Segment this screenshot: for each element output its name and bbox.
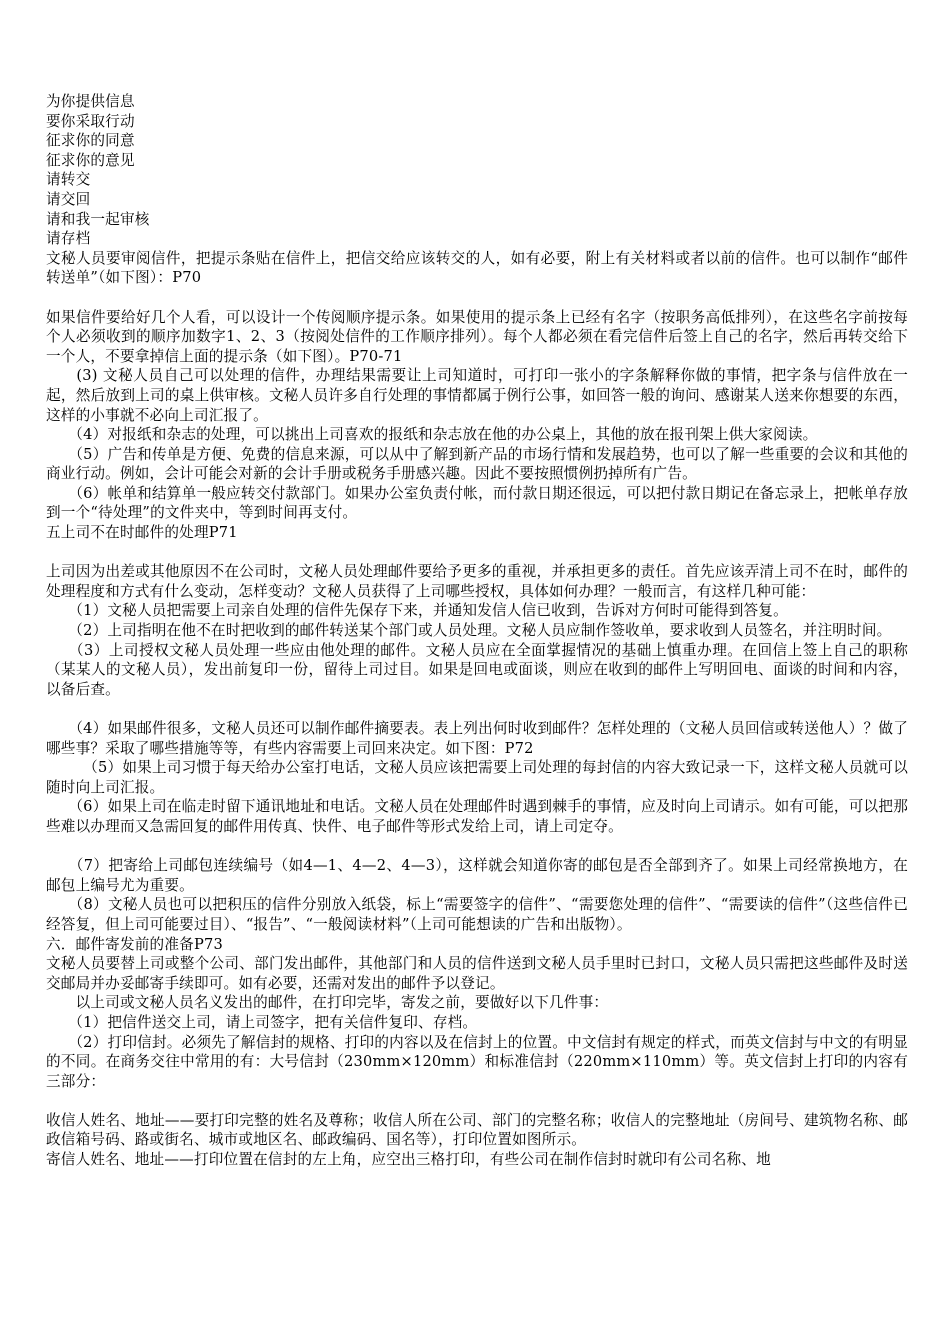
paragraph: （8）文秘人员也可以把积压的信件分别放入纸袋，标上“需要签字的信件”、“需要您处理的信件”、“需要读的信件”（这些信件已经答复，但上司可能要过目）、“报告”、“一般阅读材料”（上司可能想读的广告和出版物）。 bbox=[46, 896, 908, 933]
text-line: 为你提供信息 bbox=[46, 93, 135, 110]
text-line: 请转交 bbox=[46, 171, 91, 189]
paragraph: 寄信人姓名、地址——打印位置在信封的左上角，应空出三格打印，有些公司在制作信封时就印有公司名称、地 bbox=[46, 1151, 771, 1169]
text-line: 请交回 bbox=[46, 190, 91, 208]
text-line: 要你采取行动 bbox=[46, 112, 135, 130]
paragraph: 文秘人员要替上司或整个公司、部门发出邮件，其他部门和人员的信件送到文秘人员手里时已封口，文秘人员只需把这些邮件及时送交邮局并办妥邮寄手续即可。如有必要，还需对发出的邮件予以登记。 bbox=[46, 955, 908, 992]
paragraph: （1）文秘人员把需要上司亲自处理的信件先保存下来，并通知发信人信已收到，告诉对方何时可能得到答复。 bbox=[46, 602, 788, 620]
blank-line bbox=[46, 543, 908, 563]
blank-line bbox=[46, 288, 908, 308]
paragraph: （2）上司指明在他不在时把收到的邮件转送某个部门或人员处理。文秘人员应制作签收单，要求收到人员签名，并注明时间。 bbox=[46, 622, 892, 640]
document-page bbox=[46, 92, 908, 1170]
text-line: 请和我一起审核 bbox=[46, 210, 150, 228]
text-line: 征求你的意见 bbox=[46, 151, 135, 169]
paragraph: （5）如果上司习惯于每天给办公室打电话，文秘人员应该把需要上司处理的每封信的内容大致记录一下，这样文秘人员就可以随时向上司汇报。 bbox=[46, 759, 908, 796]
paragraph: 以上司或文秘人员名义发出的邮件，在打印完毕，寄发之前，要做好以下几件事： bbox=[46, 994, 609, 1012]
blank-line bbox=[46, 837, 908, 857]
paragraph: （5）广告和传单是方便、免费的信息来源，可以从中了解到新产品的市场行情和发展趋势，也可以了解一些重要的会议和其他的商业行动。例如，会计可能会对新的会计手册或税务手册感兴趣。因此不要按照惯例扔掉所有广告。 bbox=[46, 445, 908, 483]
paragraph: 文秘人员要审阅信件，把提示条贴在信件上，把信交给应该转交的人，如有必要，附上有关材料或者以前的信件。也可以制作“邮件转送单”（如下图）：P70 bbox=[46, 249, 908, 287]
paragraph: （2）打印信封。必须先了解信封的规格、打印的内容以及在信封上的位置。中文信封有规定的样式，而英文信封与中文的有明显的不同。在商务交往中常用的有：大号信封（230mm×120mm）和标准信封（220mm×110mm）等。英文信封上打印的内容有三部分： bbox=[46, 1033, 908, 1090]
text-line: 征求你的同意 bbox=[46, 132, 135, 150]
section-heading: 五上司不在时邮件的处理P71 bbox=[46, 524, 238, 542]
blank-line bbox=[46, 699, 908, 719]
paragraph: 如果信件要给好几个人看，可以设计一个传阅顺序提示条。如果使用的提示条上已经有名字（按职务高低排列），在这些名字前按每个人必须收到的顺序加数字1、2、3（按阅处信件的工作顺序排列）。每个人都必须在看完信件后签上自己的名字，然后再转交给下一个人，不要拿掉信上面的提示条（如下图）。P70-71 bbox=[46, 308, 908, 365]
paragraph: （7）把寄给上司邮包连续编号（如4—1、4—2、4—3），这样就会知道你寄的邮包是否全部到齐了。如果上司经常换地方，在邮包上编号尤为重要。 bbox=[46, 857, 908, 894]
text-line: 请存档 bbox=[46, 230, 91, 248]
paragraph: （3）上司授权文秘人员处理一些应由他处理的邮件。文秘人员应在全面掌握情况的基础上慎重办理。在回信上签上自己的职称（某某人的文秘人员），发出前复印一份，留待上司过目。如果是回电或面谈，则应在收到的邮件上写明回电、面谈的时间和内容，以备后查。 bbox=[46, 641, 908, 698]
paragraph: （6）如果上司在临走时留下通讯地址和电话。文秘人员在处理邮件时遇到棘手的事情，应及时向上司请示。如有可能，可以把那些难以办理而又急需回复的邮件用传真、快件、电子邮件等形式发给上司，请上司定夺。 bbox=[46, 798, 908, 835]
paragraph: （4）对报纸和杂志的处理，可以挑出上司喜欢的报纸和杂志放在他的办公桌上，其他的放在报刊架上供大家阅读。 bbox=[46, 426, 818, 444]
blank-line bbox=[46, 1091, 908, 1111]
paragraph: （6）帐单和结算单一般应转交付款部门。如果办公室负责付帐，而付款日期还很远，可以把付款日期记在备忘录上，把帐单存放到一个“待处理”的文件夹中，等到时间再支付。 bbox=[46, 484, 908, 522]
paragraph: 上司因为出差或其他原因不在公司时，文秘人员处理邮件要给予更多的重视，并承担更多的责任。首先应该弄清上司不在时，邮件的处理程度和方式有什么变动，怎样变动？文秘人员获得了上司哪些授权，具体如何办理？一般而言，有这样几种可能： bbox=[46, 563, 908, 600]
section-heading: 六．邮件寄发前的准备P73 bbox=[46, 935, 223, 953]
paragraph: （4）如果邮件很多，文秘人员还可以制作邮件摘要表。表上列出何时收到邮件？怎样处理的（文秘人员回信或转送他人）？做了哪些事？采取了哪些措施等等，有些内容需要上司回来决定。如下图：P72 bbox=[46, 720, 908, 757]
paragraph: (3) 文秘人员自己可以处理的信件，办理结果需要让上司知道时，可打印一张小的字条解释你做的事情，把字条与信件放在一起，然后放到上司的桌上供审核。文秘人员许多自行处理的事情都属于例行公事，如回答一般的询问、感谢某人送来你想要的东西，这样的小事就不必向上司汇报了。 bbox=[46, 367, 908, 424]
paragraph: （1）把信件送交上司，请上司签字，把有关信件复印、存档。 bbox=[46, 1013, 478, 1031]
paragraph: 收信人姓名、地址——要打印完整的姓名及尊称；收信人所在公司、部门的完整名称；收信人的完整地址（房间号、建筑物名称、邮政信箱号码、路或街名、城市或地区名、邮政编码、国名等），打印位置如图所示。 bbox=[46, 1111, 908, 1149]
